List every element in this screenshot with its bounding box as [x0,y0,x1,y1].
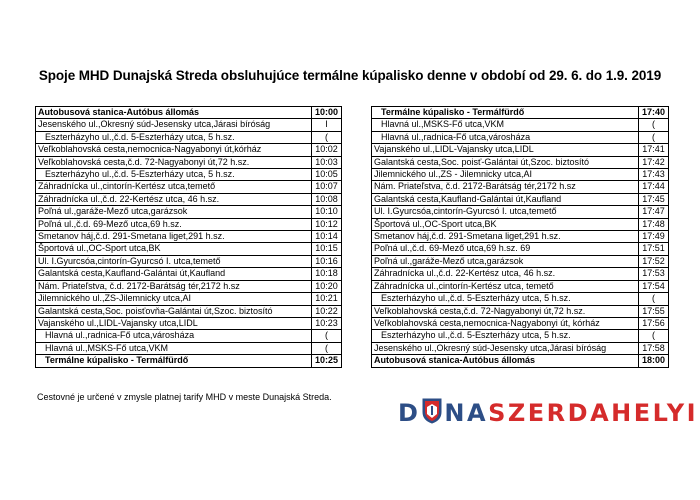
stop-name: Jesenského ul.,Okresný súd-Jesensky utca,Járasi bíróság [372,342,639,354]
departure-time: 10:07 [312,181,342,193]
table-row [36,107,342,119]
table-row [36,206,342,218]
stop-name: Nám. Priateľstva, č.d. 2172-Barátság tér,2172 h.sz [36,280,312,292]
stop-name: Športová ul.,OC-Sport utca,BK [36,243,312,255]
departure-time: 10:14 [312,231,342,243]
logo-text-na: NA [444,399,489,427]
table-row [372,255,669,267]
departure-time: 17:54 [639,280,669,292]
stop-name: Hlavná ul.,MSKS-Fő utca,VKM [36,342,312,354]
departure-time: ( [312,131,342,143]
stop-name: Galantská cesta,Soc. poisť-Galántai út,Szoc. biztosító [372,156,639,168]
stop-name: Vajanského ul.,LIDL-Vajansky utca,LIDL [36,317,312,329]
logo-text-szerdahelyi: SZERDAHELYI [488,399,698,427]
departure-time: 17:40 [639,107,669,119]
stop-name: Vajanského ul.,LIDL-Vajansky utca,LIDL [372,144,639,156]
coat-of-arms-icon [422,398,442,429]
table-row [36,243,342,255]
departure-time: ( [639,119,669,131]
stop-name: Poľná ul.,č.d. 69-Mező utca,69 h.sz. [36,218,312,230]
departure-time: 17:51 [639,243,669,255]
table-row [36,355,342,367]
table-row [372,268,669,280]
table-row [36,330,342,342]
departure-time: 10:02 [312,144,342,156]
stop-name: Veľkoblahovská cesta,nemocnica-Nagyabonyi út, kórház [372,317,639,329]
stop-name: Smetanov háj,č.d. 291-Smetana liget,291 h.sz. [372,231,639,243]
stop-name: Galantská cesta,Kaufland-Galántai út,Kaufland [36,268,312,280]
stop-name: Poľná ul.,garáže-Mező utca,garázsok [36,206,312,218]
departure-time: 17:44 [639,181,669,193]
stop-name: Veľkoblahovská cesta,nemocnica-Nagyabonyi út,kórház [36,144,312,156]
departure-time: 10:20 [312,280,342,292]
table-row [372,231,669,243]
table-row [36,156,342,168]
logo-text-d: D [398,399,421,427]
table-row [36,218,342,230]
departure-time: 10:10 [312,206,342,218]
stop-name: Smetanov háj,č.d. 291-Smetana liget,291 h.sz. [36,231,312,243]
table-row [372,342,669,354]
departure-time: 10:03 [312,156,342,168]
table-row [372,293,669,305]
table-row [36,305,342,317]
stop-name: Športová ul.,OC-Sport utca,BK [372,218,639,230]
fare-note: Cestovné je určené v zmysle platnej tarify MHD v meste Dunajská Streda. [37,392,332,402]
departure-time: 17:48 [639,218,669,230]
stop-name: Hlavná ul.,radnica-Fő utca,városháza [36,330,312,342]
table-row [36,119,342,131]
departure-time: 17:55 [639,305,669,317]
departure-time: 17:56 [639,317,669,329]
departure-time: 10:15 [312,243,342,255]
timetable-return [371,106,669,368]
departure-time: 17:58 [639,342,669,354]
table-row [372,355,669,367]
departure-time: 17:42 [639,156,669,168]
table-row [36,181,342,193]
table-row [36,231,342,243]
table-row [36,293,342,305]
table-row [372,317,669,329]
departure-time: 17:53 [639,268,669,280]
departure-time: ( [639,131,669,143]
table-row [372,131,669,143]
departure-time: 10:16 [312,255,342,267]
departure-time: 17:47 [639,206,669,218]
stop-name: Záhradnícka ul.,cintorín-Kertész utca,temető [36,181,312,193]
table-row [372,144,669,156]
departure-time: 18:00 [639,355,669,367]
stop-name: Galantská cesta,Soc. poisťovňa-Galántai út,Szoc. biztosító [36,305,312,317]
departure-time: 10:18 [312,268,342,280]
table-row [372,243,669,255]
stop-name: Nám. Priateľstva, č.d. 2172-Barátság tér,2172 h.sz [372,181,639,193]
table-row [372,169,669,181]
stop-name: Jilemnického ul.,ZS - Jilemnicky utca,AI [372,169,639,181]
stop-name: Eszterházyho ul.,č.d. 5-Eszterházy utca, 5 h.sz. [36,131,312,143]
departure-time: 10:08 [312,193,342,205]
departure-time: 17:41 [639,144,669,156]
table-row [372,119,669,131]
table-row [36,255,342,267]
table-row [372,181,669,193]
stop-name: Autobusová stanica-Autóbus állomás [36,107,312,119]
timetable-outbound [35,106,342,368]
stop-name: Jesenského ul.,Okresný súd-Jesensky utca,Járasi bíróság [36,119,312,131]
table-row [36,317,342,329]
stop-name: Hlavná ul.,MSKS-Fő utca,VKM [372,119,639,131]
stop-name: Veľkoblahovská cesta,č.d. 72-Nagyabonyi út,72 h.sz. [36,156,312,168]
table-row [372,330,669,342]
departure-time: 10:12 [312,218,342,230]
table-row [36,193,342,205]
stop-name: Záhradnícka ul.,č.d. 22-Kertész utca, 46 h.sz. [372,268,639,280]
table-row [372,280,669,292]
departure-time: 10:23 [312,317,342,329]
stop-name: Autobusová stanica-Autóbus állomás [372,355,639,367]
table-row [372,107,669,119]
departure-time: ( [312,330,342,342]
departure-time: ( [639,330,669,342]
stop-name: Eszterházyho ul.,č.d. 5-Eszterházy utca, 5 h.sz. [36,169,312,181]
dunaszerdahelyi-logo [398,398,698,428]
table-row [372,156,669,168]
departure-time: 10:25 [312,355,342,367]
departure-time: 10:05 [312,169,342,181]
stop-name: Termálne kúpalisko - Termálfürdő [372,107,639,119]
stop-name: Záhradnícka ul.,cintorín-Kertész utca, temető [372,280,639,292]
stop-name: Hlavná ul.,radnica-Fő utca,városháza [372,131,639,143]
stop-name: Záhradnícka ul.,č.d. 22-Kertész utca, 46 h.sz. [36,193,312,205]
departure-time: ( [639,293,669,305]
table-row [36,144,342,156]
stop-name: Eszterházyho ul.,č.d. 5-Eszterházy utca, 5 h.sz. [372,293,639,305]
departure-time: ( [312,342,342,354]
table-row [36,280,342,292]
departure-time: 10:21 [312,293,342,305]
departure-time: 10:00 [312,107,342,119]
stop-name: Poľná ul.,č.d. 69-Mező utca,69 h.sz. 69 [372,243,639,255]
departure-time: I [312,119,342,131]
departure-time: 17:52 [639,255,669,267]
stop-name: Termálne kúpalisko - Termálfürdő [36,355,312,367]
departure-time: 10:22 [312,305,342,317]
table-row [372,206,669,218]
stop-name: Veľkoblahovská cesta,č.d. 72-Nagyabonyi út,72 h.sz. [372,305,639,317]
departure-time: 17:49 [639,231,669,243]
stop-name: Poľná ul.,garáže-Mező utca,garázsok [372,255,639,267]
page-title: Spoje MHD Dunajská Streda obsluhujúce termálne kúpalisko denne v období od 29. 6. do 1.9. 2019 [38,68,662,83]
table-row [36,342,342,354]
departure-time: 17:43 [639,169,669,181]
table-row [372,218,669,230]
stop-name: Eszterházyho ul.,č.d. 5-Eszterházy utca, 5 h.sz. [372,330,639,342]
table-row [36,131,342,143]
table-row [372,193,669,205]
table-row [36,169,342,181]
table-row [36,268,342,280]
stop-name: Jilemnického ul.,ZS-Jilemnicky utca,AI [36,293,312,305]
table-row [372,305,669,317]
departure-time: 17:45 [639,193,669,205]
stop-name: Ul. I.Gyurcsóa,cintorín-Gyurcsó I. utca,temető [372,206,639,218]
stop-name: Ul. I.Gyurcsóa,cintorín-Gyurcsó I. utca,temető [36,255,312,267]
stop-name: Galantská cesta,Kaufland-Galántai út,Kaufland [372,193,639,205]
